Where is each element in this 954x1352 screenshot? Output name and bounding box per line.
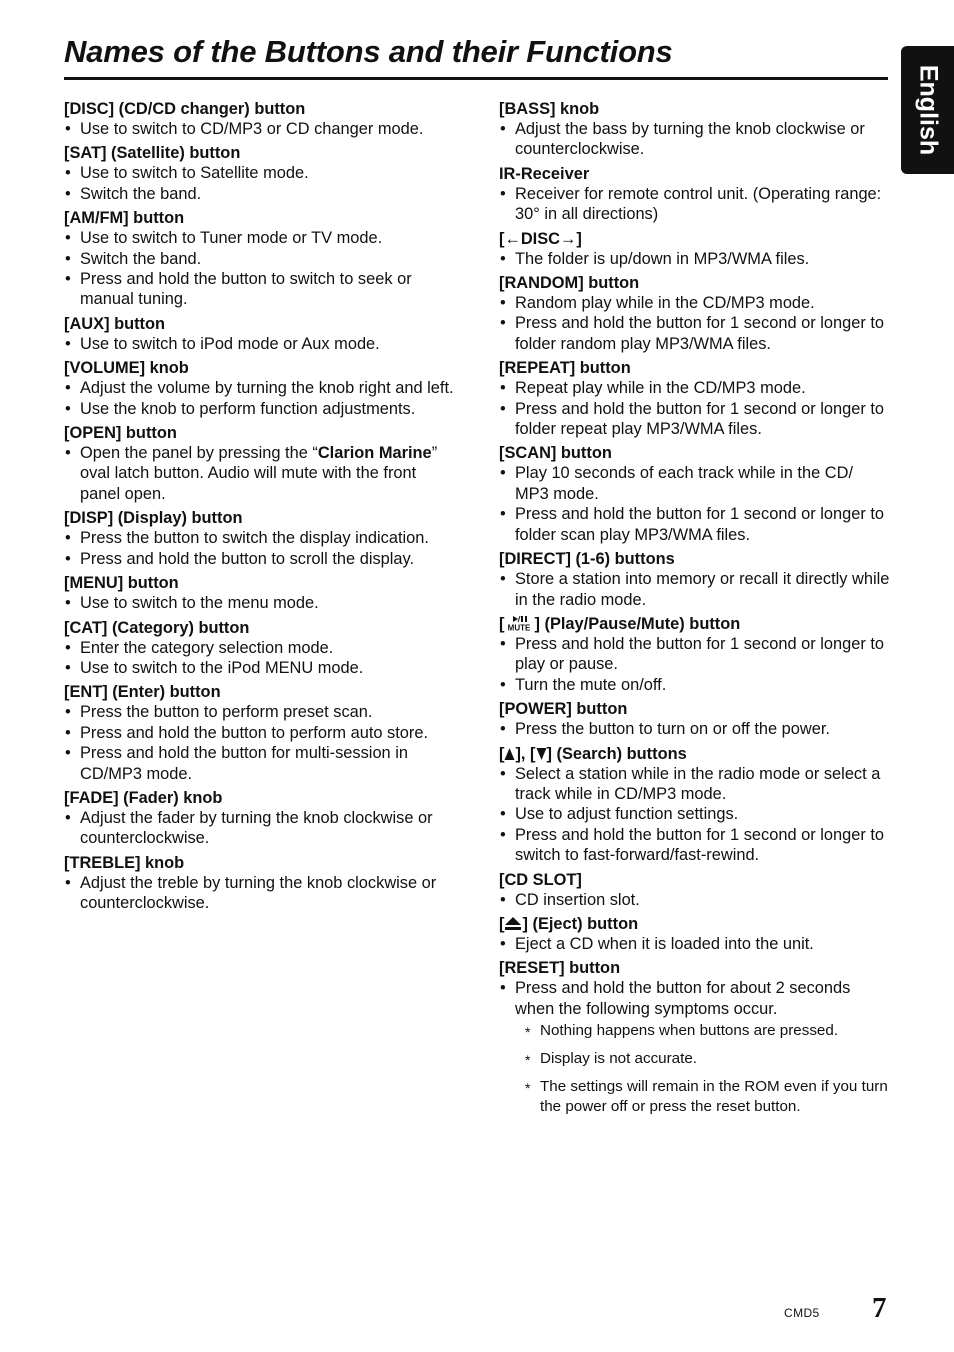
list-item: • Play 10 seconds of each track while in the CD/ MP3 mode.	[499, 463, 891, 504]
brand-name: Clarion Marine	[317, 444, 432, 463]
open-item-text-post: ” oval latch button. Audio will mute with the front panel open.	[80, 444, 438, 503]
note-item: * Nothing happens when buttons are pressed.	[499, 1021, 891, 1041]
list-item: • Use to switch to the menu mode.	[64, 593, 459, 613]
list-item: • Press and hold the button to scroll the display.	[64, 549, 459, 569]
section-heading: [SAT] (Satellite) button	[64, 144, 241, 163]
section-fade-knob	[64, 789, 459, 849]
section-menu-button	[64, 574, 459, 613]
section-heading: [MENU] button	[64, 574, 179, 593]
section-heading: [CD SLOT]	[499, 870, 582, 889]
left-column	[64, 100, 459, 919]
section-heading: [VOLUME] knob	[64, 359, 189, 378]
section-heading	[499, 915, 891, 934]
list-item: • Use to switch to the iPod MENU mode.	[64, 658, 459, 678]
section-scan-button	[499, 444, 891, 545]
section-eject-button	[499, 915, 891, 954]
section-heading: [TREBLE] knob	[64, 853, 185, 872]
page-number: 7	[872, 1292, 887, 1324]
language-tab-label: English	[914, 64, 942, 156]
model-code: CMD5	[784, 1306, 820, 1320]
heading-part: [	[499, 744, 505, 763]
list-item: • Turn the mute on/off.	[499, 675, 891, 695]
section-random-button	[499, 274, 891, 354]
section-heading: [DIRECT] (1-6) buttons	[499, 550, 675, 569]
note-item: * Display is not accurate.	[499, 1049, 891, 1069]
section-heading: [BASS] knob	[499, 100, 600, 118]
right-column	[499, 100, 891, 1125]
list-item: • Switch the band.	[64, 249, 459, 269]
section-power-button	[499, 700, 891, 739]
eject-icon	[504, 916, 522, 931]
list-item: • Select a station while in the radio mode or select a track while in CD/MP3 mode.	[499, 764, 891, 805]
section-heading: [DISC] (CD/CD changer) button	[64, 100, 306, 118]
section-heading: IR-Receiver	[499, 164, 590, 183]
list-item: • Adjust the bass by turning the knob clockwise or counterclockwise.	[499, 119, 891, 160]
list-item: • Switch the band.	[64, 184, 459, 204]
list-item: • The folder is up/down in MP3/WMA files.	[499, 249, 891, 269]
section-bass-knob	[499, 100, 891, 160]
section-heading: [AM/FM] button	[64, 209, 185, 228]
mute-icon-label: MUTE	[508, 623, 531, 631]
section-open-button	[64, 424, 459, 504]
section-disc-folder	[499, 230, 891, 269]
reset-notes	[499, 1021, 891, 1117]
list-item: • Press the button to switch the display indication.	[64, 528, 459, 548]
section-amfm-button	[64, 209, 459, 310]
section-heading: [CAT] (Category) button	[64, 618, 250, 637]
list-item: • Use to switch to iPod mode or Aux mode.	[64, 334, 459, 354]
section-heading: [RANDOM] button	[499, 274, 640, 293]
heading-part: [	[499, 614, 505, 633]
language-tab	[901, 46, 954, 174]
open-item-text-pre: Open the panel by pressing the “	[80, 444, 318, 463]
section-volume-knob	[64, 359, 459, 419]
play-pause-mute-icon	[504, 615, 534, 631]
list-item: • Enter the category selection mode.	[64, 638, 459, 658]
section-direct-buttons	[499, 550, 891, 610]
section-aux-button	[64, 315, 459, 354]
list-item: • Press and hold the button for 1 second or longer to folder random play MP3/WMA files.	[499, 313, 891, 354]
list-item: • Press and hold the button for 1 second or longer to switch to fast-forward/fast-rewind.	[499, 825, 891, 866]
heading-part: ], [	[515, 744, 536, 763]
section-heading: [SCAN] button	[499, 444, 612, 463]
list-item: • Receiver for remote control unit. (Operating range: 30° in all directions)	[499, 184, 891, 225]
list-item: • Random play while in the CD/MP3 mode.	[499, 293, 891, 313]
list-item: • Use to switch to Tuner mode or TV mode.	[64, 228, 459, 248]
section-heading: [←DISC→]	[499, 229, 582, 248]
section-search-buttons	[499, 745, 891, 866]
section-play-pause-mute-button	[499, 615, 891, 695]
list-item: • Use to switch to CD/MP3 or CD changer mode.	[64, 119, 459, 139]
heading-part: ] (Search) buttons	[546, 744, 687, 763]
section-ir-receiver	[499, 165, 891, 225]
section-heading: [ENT] (Enter) button	[64, 683, 221, 702]
section-disp-button	[64, 509, 459, 569]
list-item: • Store a station into memory or recall it directly while in the radio mode.	[499, 569, 891, 610]
section-sat-button	[64, 144, 459, 204]
list-item: • Press and hold the button for 1 second or longer to folder scan play MP3/WMA files.	[499, 504, 891, 545]
section-heading: [FADE] (Fader) knob	[64, 788, 223, 807]
list-item	[64, 443, 459, 504]
list-item: • Press and hold the button for about 2 seconds when the following symptoms occur.	[499, 978, 891, 1019]
heading-part: [	[499, 914, 505, 933]
section-heading: [REPEAT] button	[499, 359, 631, 378]
list-item: • Adjust the volume by turning the knob right and left.	[64, 378, 459, 398]
section-heading: [RESET] button	[499, 959, 621, 978]
section-cat-button	[64, 619, 459, 679]
heading-part: ] (Play/Pause/Mute) button	[534, 614, 741, 633]
section-heading: [AUX] button	[64, 314, 166, 333]
list-item: • Use to adjust function settings.	[499, 804, 891, 824]
section-repeat-button	[499, 359, 891, 439]
note-item: * The settings will remain in the ROM even if you turn the power off or press the reset button.	[499, 1077, 891, 1117]
list-item: • Press and hold the button for multi-session in CD/MP3 mode.	[64, 743, 459, 784]
list-item: • Use to switch to Satellite mode.	[64, 163, 459, 183]
list-item: • Press the button to perform preset scan.	[64, 702, 459, 722]
list-item: • Press and hold the button for 1 second or longer to play or pause.	[499, 634, 891, 675]
list-item: • Press and hold the button to perform auto store.	[64, 723, 459, 743]
section-cd-slot	[499, 871, 891, 910]
list-item: • Eject a CD when it is loaded into the unit.	[499, 934, 891, 954]
list-item: • Press and hold the button to switch to seek or manual tuning.	[64, 269, 459, 310]
section-treble-knob	[64, 854, 459, 914]
title-rule	[64, 77, 888, 80]
section-reset-button	[499, 959, 891, 1117]
section-heading	[499, 615, 891, 634]
up-arrow-icon	[504, 747, 515, 761]
down-arrow-icon	[536, 747, 547, 761]
list-item: • Press the button to turn on or off the power.	[499, 719, 891, 739]
heading-part: ] (Eject) button	[522, 914, 639, 933]
list-item: • CD insertion slot.	[499, 890, 891, 910]
list-item: • Press and hold the button for 1 second or longer to folder repeat play MP3/WMA files.	[499, 399, 891, 440]
list-item: • Adjust the fader by turning the knob clockwise or counterclockwise.	[64, 808, 459, 849]
section-heading: [DISP] (Display) button	[64, 509, 243, 528]
section-ent-button	[64, 683, 459, 784]
section-disc-button	[64, 100, 459, 139]
list-item: • Adjust the treble by turning the knob clockwise or counterclockwise.	[64, 873, 459, 914]
list-item: • Repeat play while in the CD/MP3 mode.	[499, 378, 891, 398]
section-heading: [OPEN] button	[64, 424, 177, 443]
section-heading	[499, 745, 891, 764]
list-item: • Use the knob to perform function adjustments.	[64, 399, 459, 419]
page-title: Names of the Buttons and their Functions	[64, 34, 673, 69]
section-heading: [POWER] button	[499, 700, 628, 719]
